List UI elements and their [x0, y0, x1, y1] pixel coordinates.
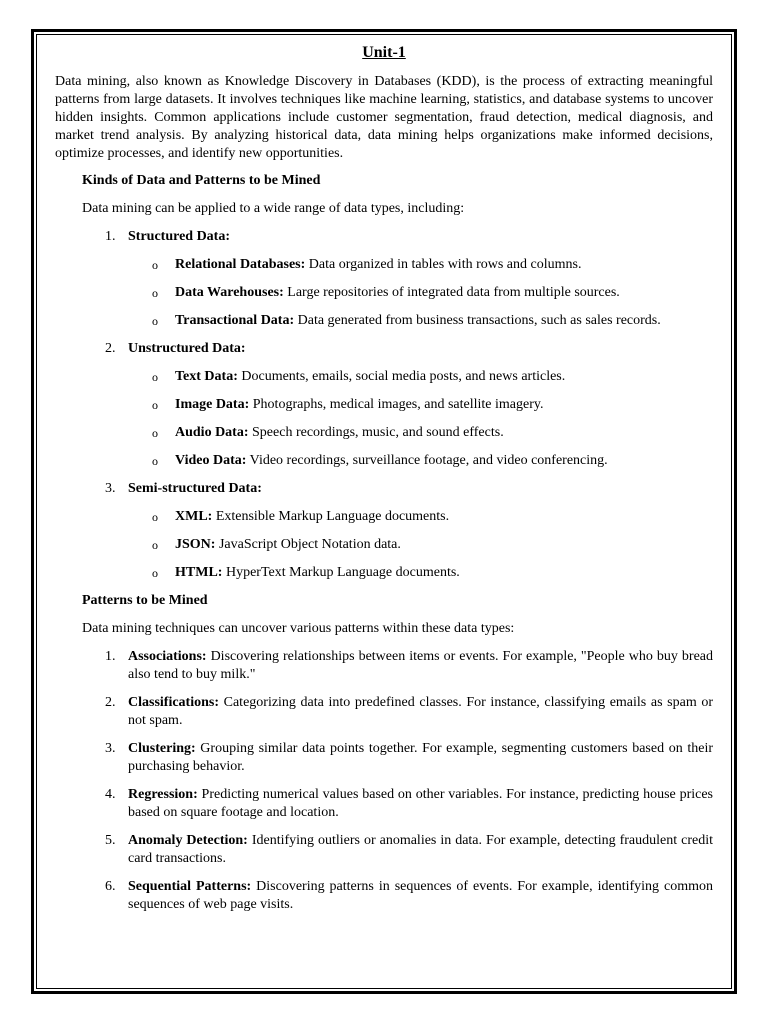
group-title: Structured Data:: [128, 229, 231, 244]
data-type-group: [55, 340, 713, 470]
list-item: [128, 424, 713, 442]
item-term: Clustering:: [128, 741, 196, 756]
bullet-icon: o: [152, 398, 158, 412]
sub-list: [128, 368, 713, 470]
list-number: 2.: [105, 695, 116, 710]
item-term: Sequential Patterns:: [128, 879, 252, 894]
pattern-item: [55, 648, 713, 684]
item-desc: Categorizing data into predefined classes. For instance, classifying emails as spam or not spam.: [128, 695, 713, 728]
list-item: [128, 452, 713, 470]
bullet-icon: o: [152, 538, 158, 552]
pattern-item: [55, 832, 713, 868]
list-item: [128, 536, 713, 554]
list-item: [128, 312, 713, 330]
item-desc: Grouping similar data points together. For example, segmenting customers based on their purchasing behavior.: [128, 741, 713, 774]
page-title: Unit-1: [362, 44, 406, 61]
item-term: Audio Data:: [175, 425, 249, 440]
item-term: Data Warehouses:: [175, 285, 284, 300]
item-term: Image Data:: [175, 397, 250, 412]
sub-list: [128, 256, 713, 330]
item-term: Video Data:: [175, 453, 247, 468]
group-title: Semi-structured Data:: [128, 481, 262, 496]
patterns-lead: Data mining techniques can uncover various patterns within these data types:: [82, 621, 515, 636]
document-body: [55, 42, 713, 924]
list-number: 3.: [105, 481, 116, 496]
data-types-list: [55, 228, 713, 582]
item-term: XML:: [175, 509, 213, 524]
item-term: JSON:: [175, 537, 216, 552]
pattern-item: [55, 878, 713, 914]
item-term: Text Data:: [175, 369, 238, 384]
item-desc: JavaScript Object Notation data.: [215, 537, 401, 552]
bullet-icon: o: [152, 314, 158, 328]
kinds-lead: Data mining can be applied to a wide range of data types, including:: [82, 201, 465, 216]
sub-list: [128, 508, 713, 582]
pattern-item: [55, 740, 713, 776]
list-item: [128, 508, 713, 526]
group-title: Unstructured Data:: [128, 341, 246, 356]
item-term: Associations:: [128, 649, 207, 664]
item-desc: Predicting numerical values based on other variables. For instance, predicting house prices based on square footage and location.: [128, 787, 713, 820]
item-term: Classifications:: [128, 695, 219, 710]
item-desc: Data generated from business transactions, such as sales records.: [294, 313, 661, 328]
item-desc: Large repositories of integrated data from multiple sources.: [283, 285, 620, 300]
list-item: [128, 396, 713, 414]
item-desc: Extensible Markup Language documents.: [212, 509, 450, 524]
item-desc: Discovering relationships between items or events. For example, "People who buy bread also tend to buy milk.": [128, 649, 713, 682]
item-desc: HyperText Markup Language documents.: [222, 565, 460, 580]
item-desc: Identifying outliers or anomalies in data. For example, detecting fraudulent credit card transactions.: [128, 833, 713, 866]
data-type-group: [55, 480, 713, 582]
list-item: [128, 256, 713, 274]
item-term: HTML:: [175, 565, 223, 580]
list-item: [128, 564, 713, 582]
data-type-group: [55, 228, 713, 330]
kinds-heading: Kinds of Data and Patterns to be Mined: [82, 173, 321, 188]
item-desc: Video recordings, surveillance footage, and video conferencing.: [246, 453, 608, 468]
item-term: Relational Databases:: [175, 257, 306, 272]
item-term: Anomaly Detection:: [128, 833, 248, 848]
bullet-icon: o: [152, 258, 158, 272]
item-term: Regression:: [128, 787, 198, 802]
pattern-item: [55, 786, 713, 822]
item-desc: Documents, emails, social media posts, and news articles.: [237, 369, 566, 384]
item-desc: Data organized in tables with rows and columns.: [305, 257, 582, 272]
list-number: 4.: [105, 787, 116, 802]
bullet-icon: o: [152, 426, 158, 440]
item-desc: Speech recordings, music, and sound effects.: [248, 425, 504, 440]
list-item: [128, 284, 713, 302]
list-number: 2.: [105, 341, 116, 356]
list-number: 6.: [105, 879, 116, 894]
list-number: 1.: [105, 649, 116, 664]
item-desc: Discovering patterns in sequences of events. For example, identifying common sequences of web page visits.: [128, 879, 713, 912]
bullet-icon: o: [152, 286, 158, 300]
pattern-item: [55, 694, 713, 730]
bullet-icon: o: [152, 370, 158, 384]
bullet-icon: o: [152, 510, 158, 524]
bullet-icon: o: [152, 566, 158, 580]
item-term: Transactional Data:: [175, 313, 295, 328]
list-number: 1.: [105, 229, 116, 244]
list-item: [128, 368, 713, 386]
patterns-list: [55, 648, 713, 914]
intro-paragraph: Data mining, also known as Knowledge Discovery in Databases (KDD), is the process of extracting meaningful patterns from large datasets. It involves techniques like machine learning, statistics, and database systems to uncover hidden insights. Common applications include customer segmentation, fraud detection, medical diagnosis, and market trend analysis. By analyzing historical data, data mining helps organizations make informed decisions, optimize processes, and identify new opportunities.: [55, 74, 713, 161]
item-desc: Photographs, medical images, and satellite imagery.: [249, 397, 544, 412]
patterns-heading: Patterns to be Mined: [82, 593, 208, 608]
bullet-icon: o: [152, 454, 158, 468]
list-number: 5.: [105, 833, 116, 848]
list-number: 3.: [105, 741, 116, 756]
